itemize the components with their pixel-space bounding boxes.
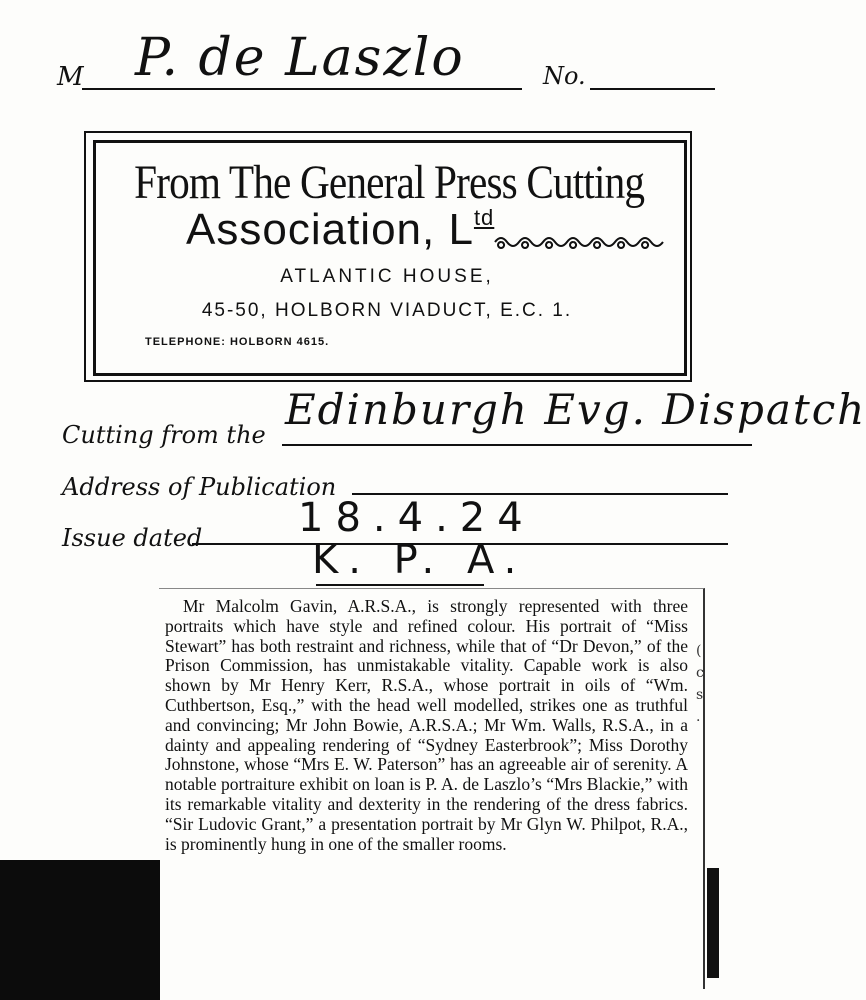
number-label: No. bbox=[543, 62, 586, 90]
issue-date-handwritten: 18.4.24 bbox=[298, 495, 535, 541]
publication-handwritten: Edinburgh Evg. Dispatch bbox=[285, 385, 866, 434]
issue-dated-label: Issue dated bbox=[62, 524, 203, 552]
masthead-address-line1: ATLANTIC HOUSE, bbox=[280, 266, 494, 287]
initials-handwritten: K. P. A. bbox=[312, 537, 527, 583]
m-label: M bbox=[57, 62, 84, 92]
number-underline bbox=[590, 88, 715, 90]
masthead-title-line2-text: Association, L bbox=[186, 205, 474, 254]
article-text: Mr Malcolm Gavin, A.R.S.A., is strongly represented with three portraits which have style and refined colour. His portrait of “Miss Stewart” has both restraint and richness, while that of “Dr Devon,” of the Prison Commission, has unmistakable vitality. Capable work is also shown by Mr Henry Kerr, R.S.A., whose portrait in oils of “Wm. Cuthbertson, Esq.,” with the head well modelled, strikes one as truthful and convincing; Mr John Bowie, A.R.S.A.; Mr Wm. Walls, R.S.A., in a dainty and appealing rendering of “Sydney Easterbrook”; Miss Dorothy Johnstone, whose “Mrs E. W. Paterson” has an agreeable air of serenity. A notable portraiture exhibit on loan is P. A. de Laszlo’s “Mrs Blackie,” with its remarkable vitality and dexterity in the rendering of the dress fabrics. “Sir Ludovic Grant,” a presentation portrait by Mr Glyn W. Philpot, R.A., is prominently hung in one of the smaller rooms. bbox=[165, 596, 688, 854]
margin-marks: ( c s . bbox=[696, 643, 704, 725]
masthead-title-line2 bbox=[186, 205, 494, 255]
masthead-title-line2-sup: td bbox=[473, 205, 495, 230]
scan-edge-bar bbox=[707, 868, 719, 978]
redaction-block bbox=[0, 860, 160, 1000]
recipient-name-handwritten: P. de Laszlo bbox=[135, 28, 465, 88]
masthead-telephone: TELEPHONE: HOLBORN 4615. bbox=[145, 336, 330, 348]
initials-underline bbox=[316, 584, 484, 586]
cutting-from-label: Cutting from the bbox=[62, 421, 266, 449]
masthead-address-line2: 45-50, HOLBORN VIADUCT, E.C. 1. bbox=[201, 300, 573, 321]
scroll-ornament-icon bbox=[493, 232, 663, 252]
m-underline bbox=[82, 88, 522, 90]
masthead-title-line1: From The General Press Cutting bbox=[134, 156, 645, 209]
cutting-from-underline bbox=[282, 444, 752, 446]
address-of-publication-label: Address of Publication bbox=[62, 473, 337, 501]
